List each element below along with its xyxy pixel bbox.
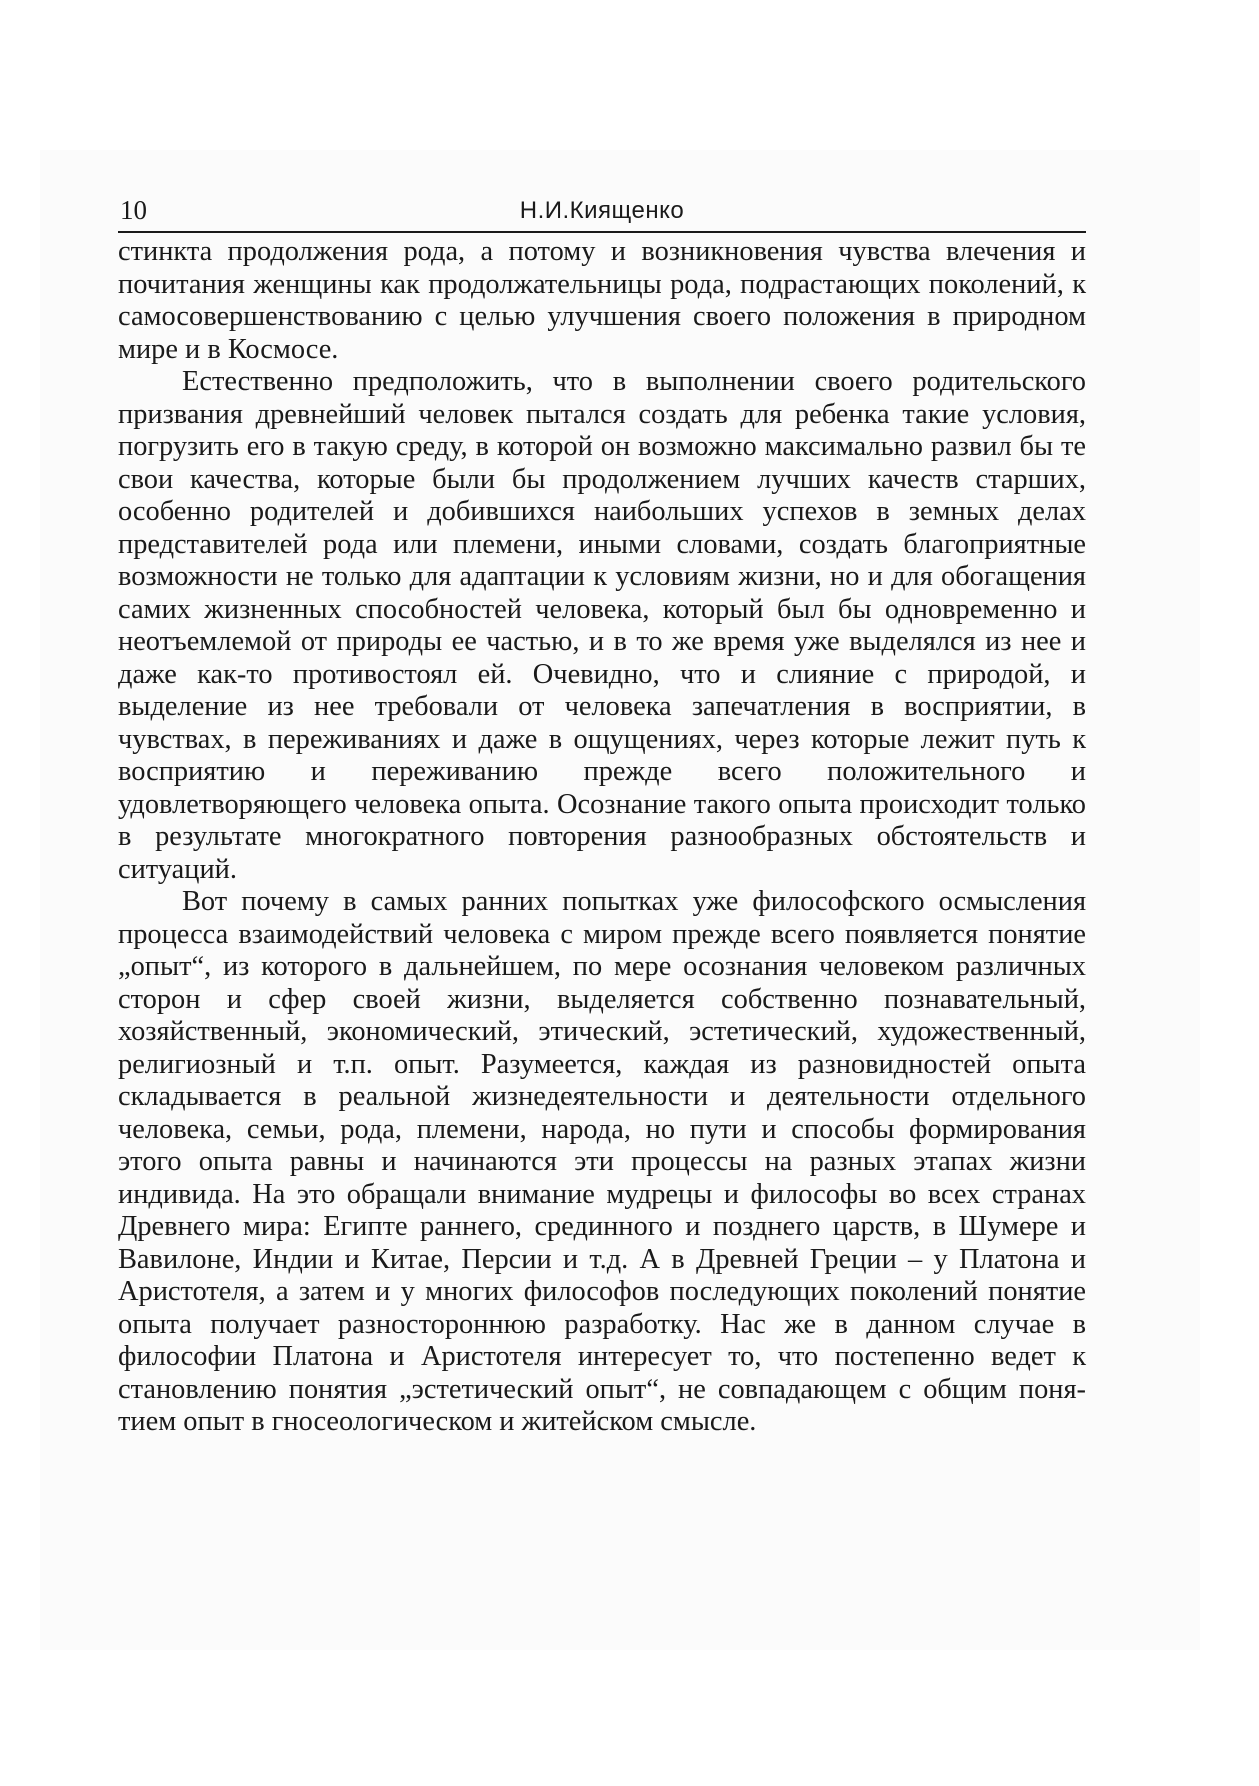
- paragraph-3: Вот почему в самых ранних попытках уже философского осмысления процесса взаимодействий человека с миром прежде всего появляется понятие „опыт“, из которого в дальнейшем, по мере осознания человеком различных сторон и сфер своей жизни, выделяется собственно познавательный, хозяйственный, экономический, этический, эстетический, художественный, религиозный и т.п. опыт. Разумеется, каждая из разновидностей опыта складывается в реальной жизнедеятельности и деятельности отдельного человека, семьи, рода, племени, народа, но пути и способы формирования этого опыта равны и начинаются эти процессы на разных этапах жизни индивида. На это обращали внимание мудрецы и философы во всех странах Древнего мира: Египте раннего, срединного и позднего царств, в Шумере и Вавилоне, Индии и Китае, Персии и т.д. А в Древней Греции – у Платона и Аристотеля, а затем и у многих философов последующих поколений понятие опыта получает разностороннюю разработку. Нас же в данном случае в философии Платона и Аристотеля интересует то, что постепенно ведет к становлению понятия „эстетический опыт“, не совпадающем с общим понятием опыт в гносеологическом и житейском смысле.: [118, 886, 1086, 1437]
- paragraph-2: Естественно предположить, что в выполнении своего родительского призвания древнейший человек пытался создать для ребенка такие условия, погрузить его в такую среду, в которой он возможно максимально развил бы те свои качества, которые были бы продолжением лучших качеств старших, особенно родителей и добившихся наибольших успехов в земных делах представителей рода или племени, иными словами, создать благоприятные возможности не только для адаптации к условиям жизни, но и для обогащения самих жизненных способностей человека, который был бы одновременно и неотъемлемой от природы ее частью, и в то же время уже выделялся из нее и даже как-то противостоял ей. Очевидно, что и слияние с природой, и выделение из нее требовали от человека запечатления в восприятии, в чувствах, в переживаниях и даже в ощущениях, через которые лежит путь к восприятию и переживанию прежде всего положительного и удовлетворяющего человека опыта. Осознание такого опыта происходит только в результате многократного повторения разнообразных обстоятельств и ситуаций.: [118, 366, 1086, 885]
- page-number: 10: [120, 195, 147, 225]
- running-head-author: Н.И.Киященко: [519, 197, 685, 224]
- paragraph-1: стинкта продолжения рода, а потому и возникновения чувства влечения и почитания женщины как продолжательницы рода, подрастающих поколений, к самосовершенствованию с целью улучшения своего положения в природном мире и в Космосе.: [118, 236, 1086, 365]
- body-text: [118, 236, 1086, 1439]
- page-header: [118, 191, 1086, 233]
